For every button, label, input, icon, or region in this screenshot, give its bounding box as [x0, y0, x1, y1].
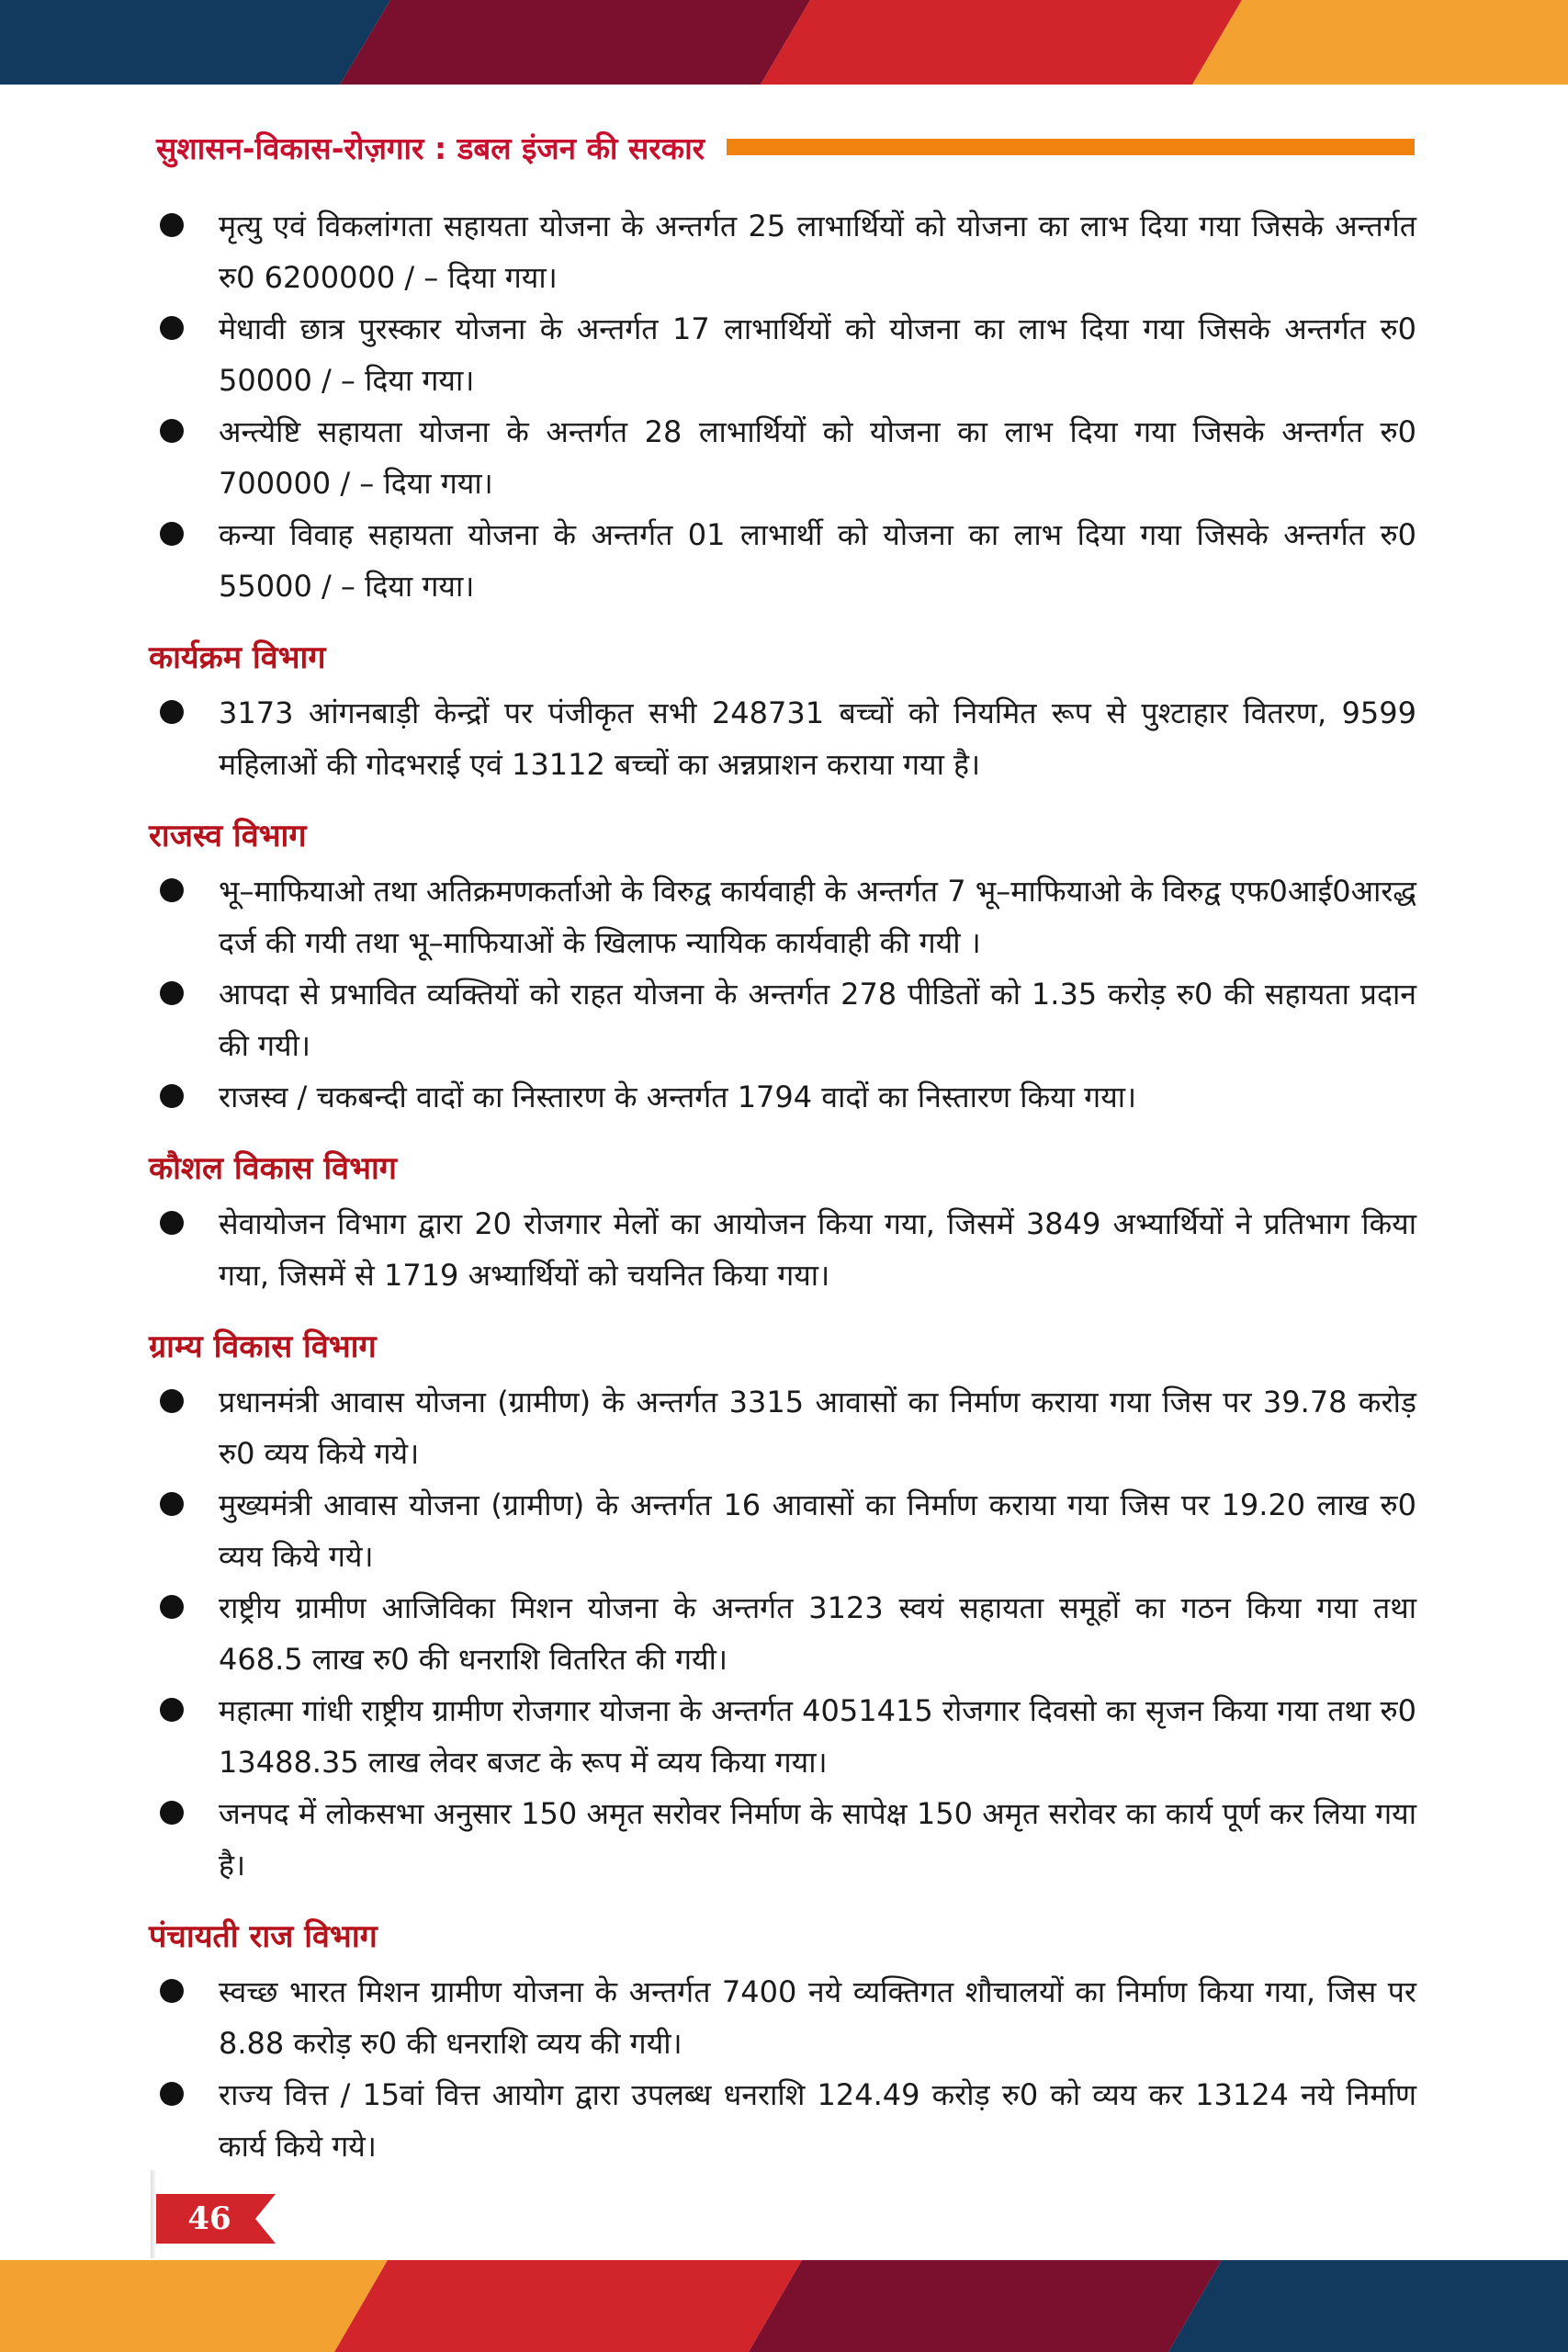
bullet-icon — [160, 1492, 184, 1516]
list-item-text: राष्ट्रीय ग्रामीण आजिविका मिशन योजना के अन्तर्गत 3123 स्वयं सहायता समूहों का गठन किया गया तथा 468.5 लाख रु0 की धनराशि वितरित की गयी। — [219, 1590, 1416, 1677]
intro-list — [149, 200, 1416, 612]
page-content — [149, 200, 1416, 2172]
list-item-text: राजस्व / चकबन्दी वादों का निस्तारण के अन्तर्गत 1794 वादों का निस्तारण किया गया। — [219, 1080, 1137, 1114]
bullet-icon — [160, 213, 184, 237]
list-item-text: मेधावी छात्र पुरस्कार योजना के अन्तर्गत 17 लाभार्थियों को योजना का लाभ दिया गया जिसके अन्तर्गत रु0 50000 / – दिया गया। — [219, 311, 1416, 398]
bullet-icon — [160, 522, 184, 546]
list-item — [149, 687, 1416, 790]
header-title-part1: सुशासन-विकास-रोज़गार : — [156, 130, 457, 166]
page-number-tab — [156, 2194, 276, 2244]
list-item-text: अन्त्येष्टि सहायता योजना के अन्तर्गत 28 लाभार्थियों को योजना का लाभ दिया गया जिसके अन्तर्गत रु0 700000 / – दिया गया। — [219, 414, 1416, 501]
page-number: 46 — [187, 2200, 231, 2237]
header-rule — [727, 139, 1415, 155]
bullet-icon — [160, 419, 184, 443]
list-item — [149, 968, 1416, 1071]
header-title — [156, 127, 705, 168]
list-item-text: प्रधानमंत्री आवास योजना (ग्रामीण) के अन्तर्गत 3315 आवासों का निर्माण कराया गया जिस पर 39.78 करोड़ रु0 व्यय किये गये। — [219, 1385, 1416, 1471]
list-item — [149, 406, 1416, 509]
section-heading-rajasv: राजस्व विभाग — [149, 818, 307, 854]
list-item — [149, 1685, 1416, 1788]
bullet-icon — [160, 700, 184, 724]
top-decorative-band — [0, 0, 1568, 85]
header-title-part2: डबल इंजन की सरकार — [457, 130, 705, 166]
list-item — [149, 1788, 1416, 1891]
list-item-text: स्वच्छ भारत मिशन ग्रामीण योजना के अन्तर्गत 7400 नये व्यक्तिगत शौचालयों का निर्माण किया गया, जिस पर 8.88 करोड़ रु0 की धनराशि व्यय की गयी। — [219, 1974, 1416, 2061]
section-heading-kaushal-vikas: कौशल विकास विभाग — [149, 1150, 397, 1187]
bottom-decorative-band — [0, 2260, 1568, 2352]
list-item-text: जनपद में लोकसभा अनुसार 150 अमृत सरोवर निर्माण के सापेक्ष 150 अमृत सरोवर का कार्य पूर्ण कर लिया गया है। — [219, 1796, 1416, 1883]
section-heading-karyakram: कार्यक्रम विभाग — [149, 639, 326, 676]
list-item — [149, 1376, 1416, 1479]
list-item — [149, 200, 1416, 303]
list-item-text: राज्य वित्त / 15वां वित्त आयोग द्वारा उपलब्ध धनराशि 124.49 करोड़ रु0 को व्यय कर 13124 नये निर्माण कार्य किये गये। — [219, 2077, 1416, 2164]
section-heading-panchayati-raj: पंचायती राज विभाग — [149, 1918, 378, 1955]
bullet-icon — [160, 316, 184, 340]
list-item-text: मृत्यु एवं विकलांगता सहायता योजना के अन्तर्गत 25 लाभार्थियों को योजना का लाभ दिया गया जिसके अन्तर्गत रु0 6200000 / – दिया गया। — [219, 209, 1416, 295]
list-item-text: मुख्यमंत्री आवास योजना (ग्रामीण) के अन्तर्गत 16 आवासों का निर्माण कराया गया जिस पर 19.20 लाख रु0 व्यय किये गये। — [219, 1487, 1416, 1574]
list-item-text: सेवायोजन विभाग द्वारा 20 रोजगार मेलों का आयोजन किया गया, जिसमें 3849 अभ्यार्थियों ने प्रतिभाग किया गया, जिसमें से 1719 अभ्यार्थियों को चयनित किया गया। — [219, 1206, 1416, 1293]
bullet-icon — [160, 981, 184, 1005]
list-item-text: 3173 आंगनबाड़ी केन्द्रों पर पंजीकृत सभी 248731 बच्चों को नियमित रूप से पुश्टाहार वितरण, 9599 महिलाओं की गोदभराई एवं 13112 बच्चों का अन्नप्राशन कराया गया है। — [219, 695, 1416, 782]
list-item-text: भू–माफियाओ तथा अतिक्रमणकर्ताओ के विरुद्व कार्यवाही के अन्तर्गत 7 भू–माफियाओ के विरुद्व एफ0आई0आरद्ध दर्ज की गयी तथा भू–माफियाओं के खिलाफ न्यायिक कार्यवाही की गयी । — [219, 874, 1416, 960]
bullet-icon — [160, 1979, 184, 2003]
list-item-text: आपदा से प्रभावित व्यक्तियों को राहत योजना के अन्तर्गत 278 पीडितों को 1.35 करोड़ रु0 की सहायता प्रदान की गयी। — [219, 977, 1416, 1063]
list-item — [149, 303, 1416, 406]
list-item — [149, 2069, 1416, 2172]
list-item-text: कन्या विवाह सहायता योजना के अन्तर्गत 01 लाभार्थी को योजना का लाभ दिया गया जिसके अन्तर्गत रु0 55000 / – दिया गया। — [219, 517, 1416, 604]
list-item — [149, 1966, 1416, 2069]
section-heading-gramya-vikas: ग्राम्य विकास विभाग — [149, 1329, 377, 1365]
list-item — [149, 1198, 1416, 1301]
bullet-icon — [160, 1698, 184, 1722]
bullet-icon — [160, 1595, 184, 1619]
list-item-text: महात्मा गांधी राष्ट्रीय ग्रामीण रोजगार योजना के अन्तर्गत 4051415 रोजगार दिवसो का सृजन किया गया तथा रु0 13488.35 लाख लेवर बजट के रूप में व्यय किया गया। — [219, 1693, 1416, 1780]
bullet-icon — [160, 1084, 184, 1108]
list-item — [149, 1582, 1416, 1685]
bullet-icon — [160, 1801, 184, 1825]
bullet-icon — [160, 1211, 184, 1235]
bullet-icon — [160, 2082, 184, 2106]
list-item — [149, 1479, 1416, 1582]
running-header — [156, 127, 1415, 167]
list-item — [149, 509, 1416, 612]
bullet-icon — [160, 1389, 184, 1413]
list-item — [149, 1071, 1416, 1123]
bullet-icon — [160, 878, 184, 902]
list-item — [149, 865, 1416, 968]
